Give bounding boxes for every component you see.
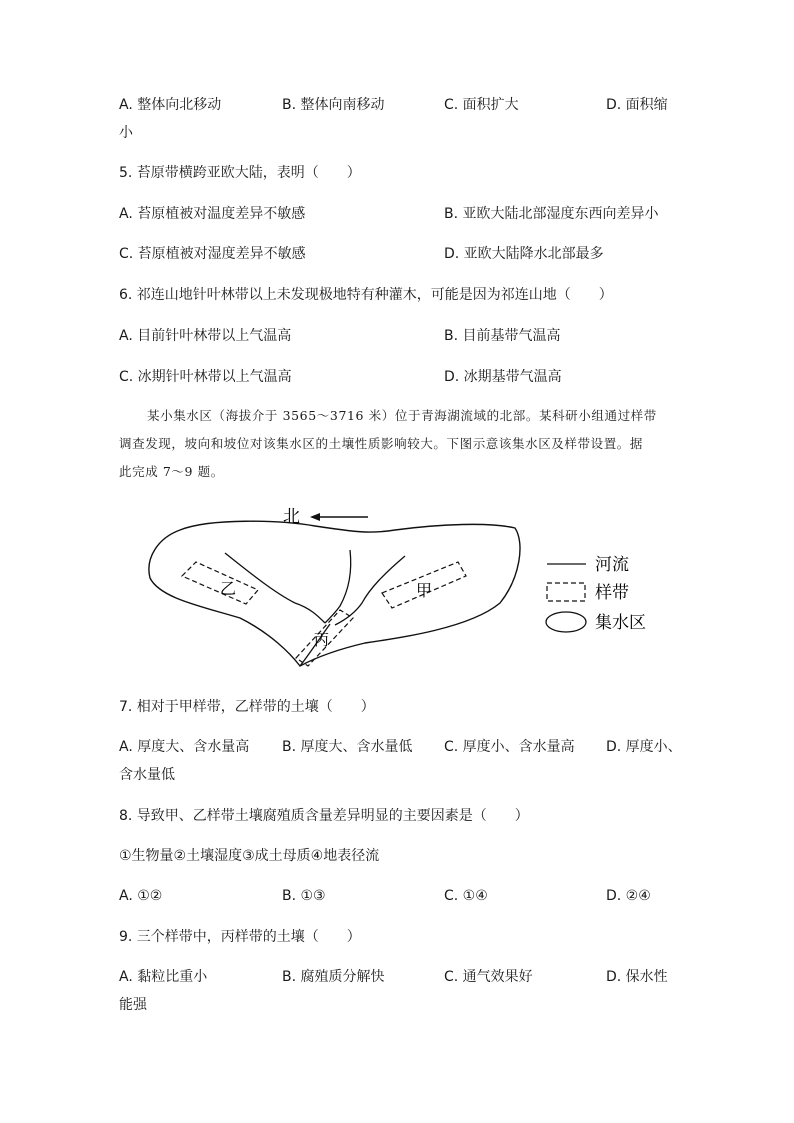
q7-option-c: C. 厚度小、含水量高 xyxy=(444,739,575,755)
q4-option-a: A. 整体向北移动 xyxy=(119,97,222,113)
q4-option-d: D. 面积缩 xyxy=(606,97,668,113)
q5-option-b: B. 亚欧大陆北部湿度东西向差异小 xyxy=(444,206,659,222)
q9-option-d: D. 保水性 xyxy=(606,969,668,985)
q9-option-c: C. 通气效果好 xyxy=(444,969,533,985)
catchment-boundary xyxy=(149,521,520,666)
q5-option-c: C. 苔原植被对湿度差异不敏感 xyxy=(119,246,306,262)
q4-option-b: B. 整体向南移动 xyxy=(282,97,385,113)
q7-option-d: D. 厚度小、 xyxy=(606,739,682,755)
river-center-branch xyxy=(325,550,351,623)
q6-option-a: A. 目前针叶林带以上气温高 xyxy=(119,328,292,344)
q9-option-d-wrap: 能强 xyxy=(119,997,147,1013)
q8-option-a: A. ①② xyxy=(119,888,163,904)
passage-line-1: 某小集水区（海拔介于 3565～3716 米）位于青海湖流域的北部。某科研小组通过样带 xyxy=(147,408,657,423)
passage-line-2: 调查发现，坡向和坡位对该集水区的土壤性质影响较大。下图示意该集水区及样带设置。据 xyxy=(119,436,644,451)
q8-option-d: D. ②④ xyxy=(606,888,651,904)
q9-option-a: A. 黏粒比重小 xyxy=(119,969,208,985)
q8-factors: ①生物量②土壤湿度③成土母质④地表径流 xyxy=(119,848,380,864)
label-jia: 甲 xyxy=(416,581,433,600)
river-right-branch xyxy=(335,556,405,625)
label-yi: 乙 xyxy=(220,579,237,598)
passage-line-3: 此完成 7～9 题。 xyxy=(119,464,224,479)
reading-passage xyxy=(119,402,679,486)
q8-stem: 8. 导致甲、乙样带土壤腐殖质含量差异明显的主要因素是（ ） xyxy=(119,808,529,824)
q6-option-d: D. 冰期基带气温高 xyxy=(444,369,562,385)
legend-river-label: 河流 xyxy=(595,555,629,575)
q4-option-d-wrap: 小 xyxy=(119,125,133,141)
q4-option-c: C. 面积扩大 xyxy=(444,97,519,113)
q8-option-c: C. ①④ xyxy=(444,888,488,904)
q6-stem: 6. 祁连山地针叶林带以上未发现极地特有种灌木，可能是因为祁连山地（ ） xyxy=(119,287,613,303)
catchment-figure xyxy=(140,498,660,678)
q6-option-b: B. 目前基带气温高 xyxy=(444,328,561,344)
label-bing: 丙 xyxy=(314,631,330,649)
q5-option-d: D. 亚欧大陆降水北部最多 xyxy=(444,246,604,262)
q7-stem: 7. 相对于甲样带，乙样带的土壤（ ） xyxy=(119,699,375,715)
legend-belt-symbol xyxy=(547,583,585,601)
q8-option-b: B. ①③ xyxy=(282,888,326,904)
river-left-branch xyxy=(225,553,325,623)
q9-stem: 9. 三个样带中，丙样带的土壤（ ） xyxy=(119,929,361,945)
q9-option-b: B. 腐殖质分解快 xyxy=(282,969,385,985)
legend-belt-label: 样带 xyxy=(595,583,629,603)
north-arrow-head xyxy=(310,513,320,521)
legend-catchment-symbol xyxy=(546,612,586,632)
north-label: 北 xyxy=(283,507,300,527)
legend-catchment-label: 集水区 xyxy=(595,613,646,633)
q7-option-a: A. 厚度大、含水量高 xyxy=(119,739,250,755)
q7-option-b: B. 厚度大、含水量低 xyxy=(282,739,413,755)
q7-option-d-wrap: 含水量低 xyxy=(119,767,175,783)
q5-option-a: A. 苔原植被对温度差异不敏感 xyxy=(119,206,306,222)
q5-stem: 5. 苔原带横跨亚欧大陆，表明（ ） xyxy=(119,165,361,181)
q6-option-c: C. 冰期针叶林带以上气温高 xyxy=(119,369,292,385)
